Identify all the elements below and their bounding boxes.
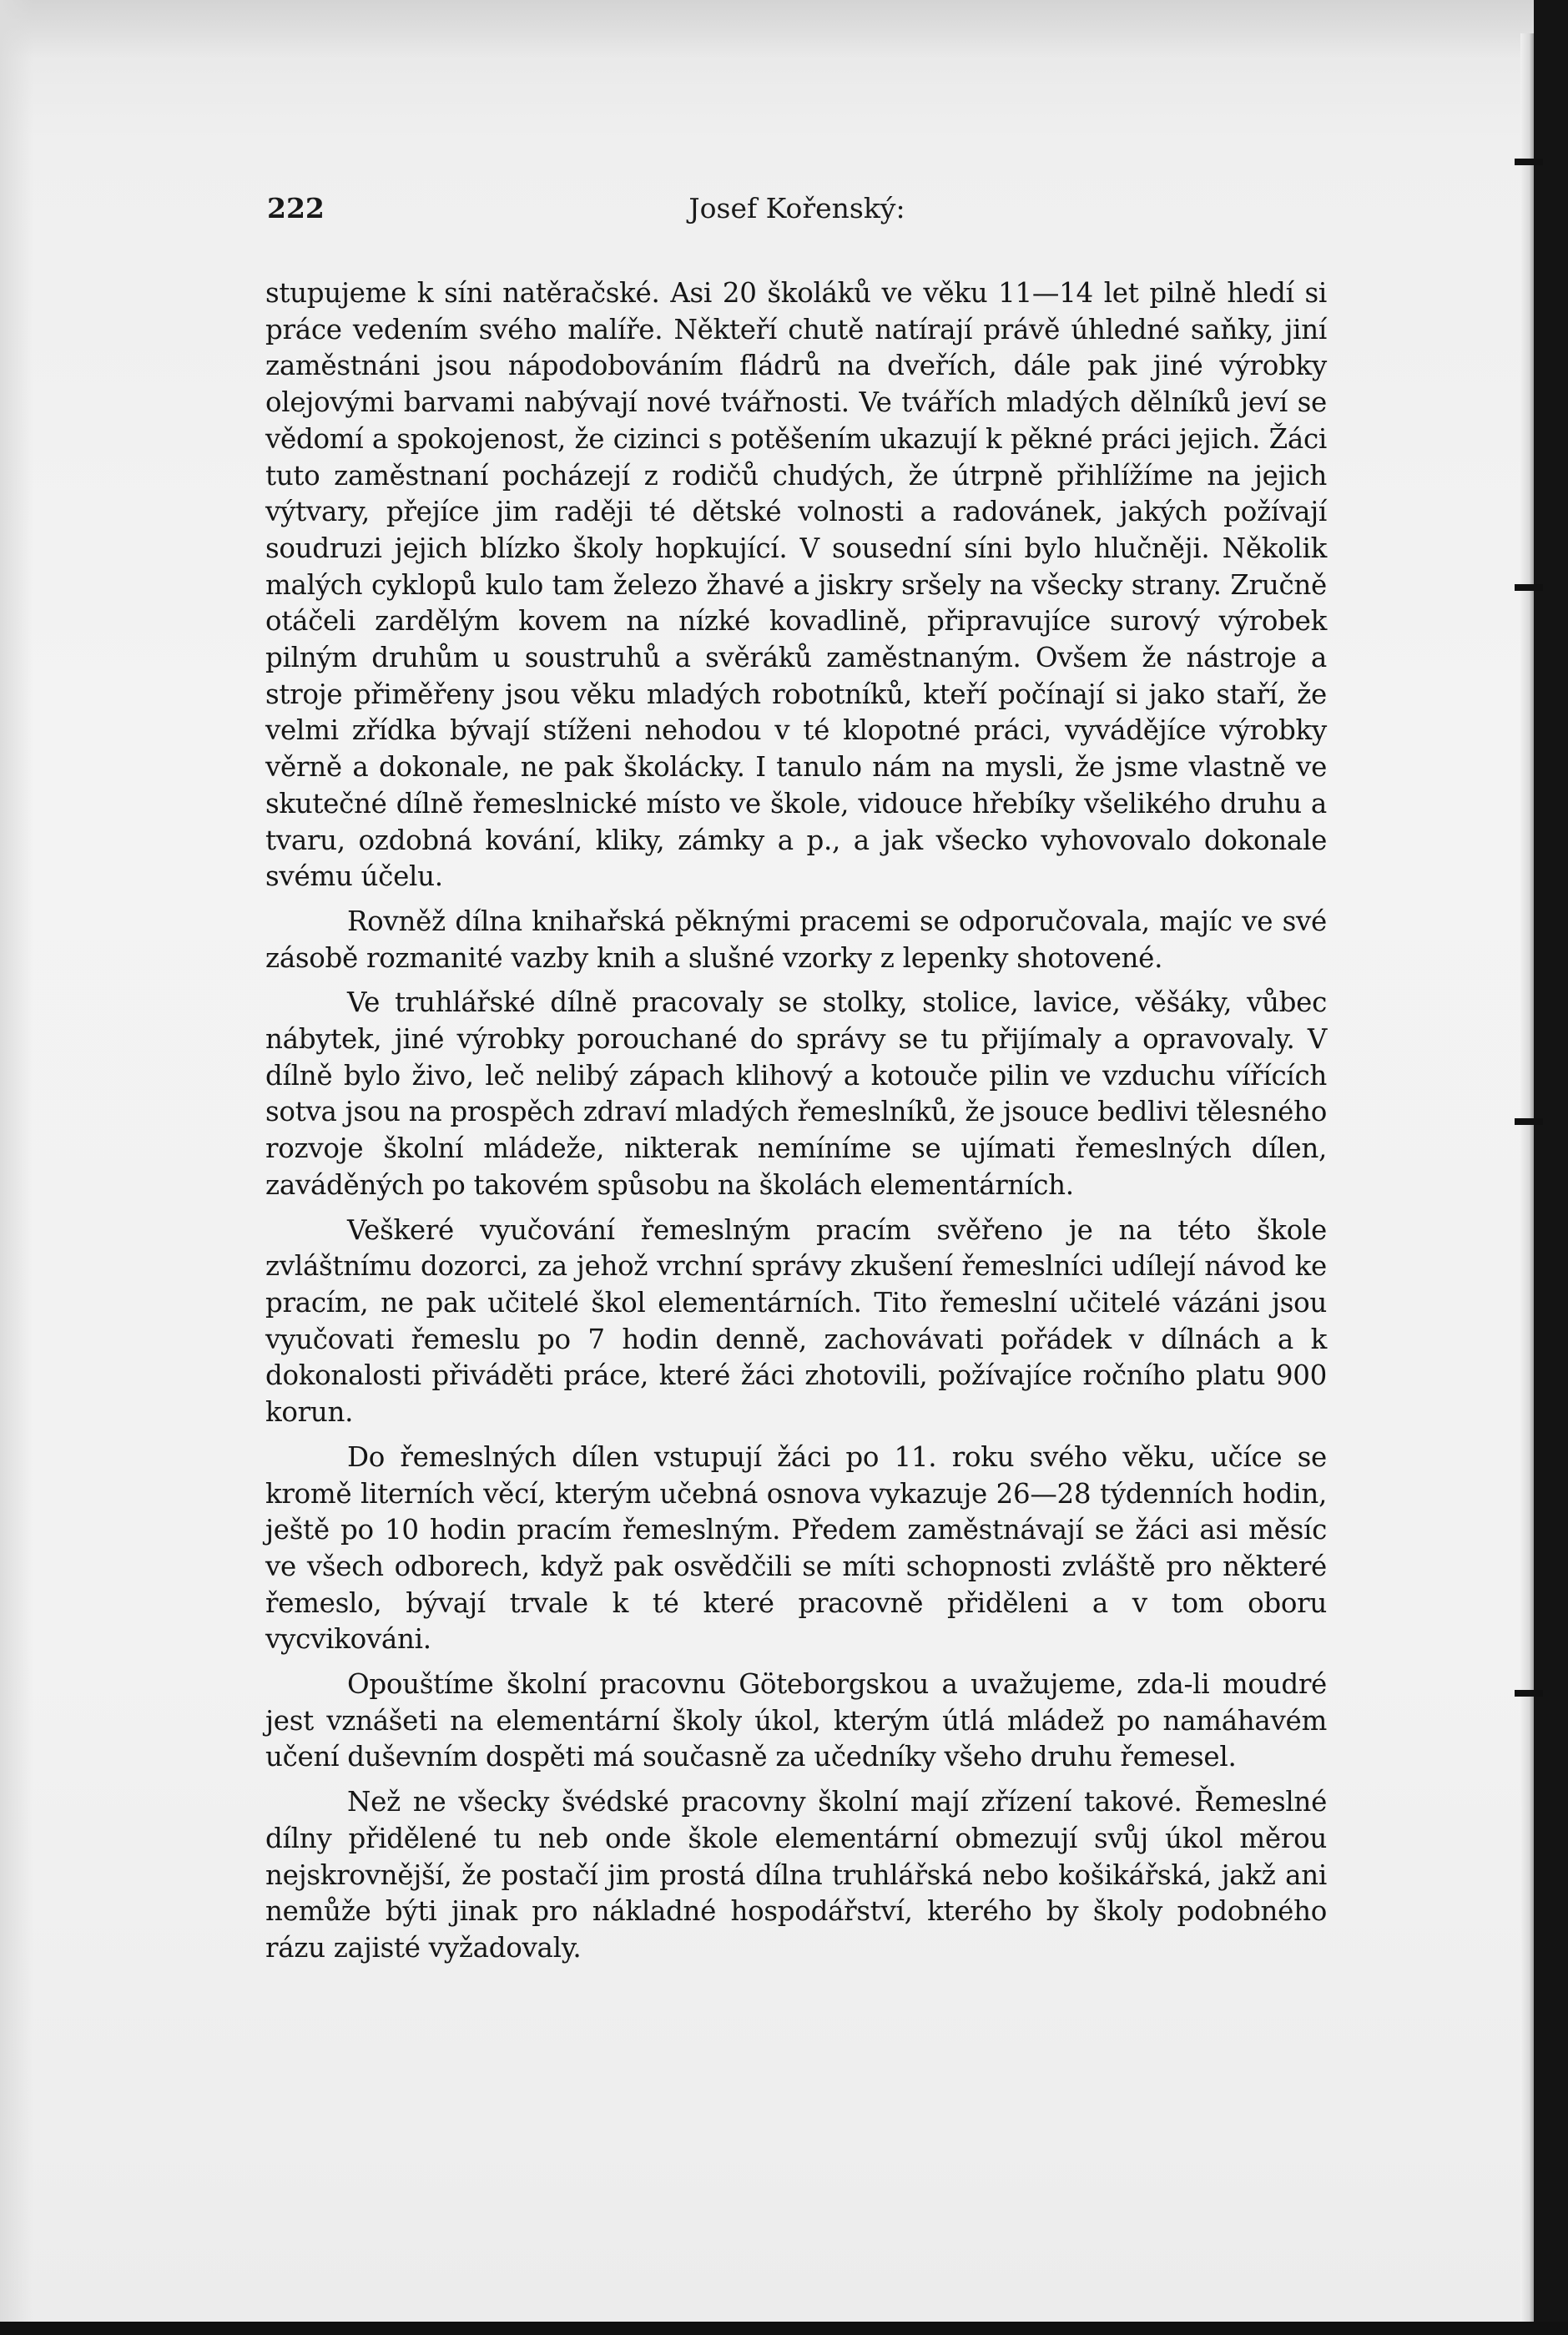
scan-shadow-left xyxy=(0,0,33,2335)
edge-mark xyxy=(1515,159,1543,165)
body-text xyxy=(265,275,1327,1975)
edge-mark xyxy=(1515,584,1543,591)
binding-edge xyxy=(1534,0,1568,2335)
page-number: 222 xyxy=(267,192,325,224)
paragraph: stupujeme k síni natěračské. Asi 20 školáků ve věku 11—14 let pilně hledí si práce vedením svého malíře. Někteří chutě natírají právě úhledné saňky, jiní zaměstnáni jsou nápodobováním fládrů na dveřích, dále pak jiné výrobky olejovými barvami nabývají nové tvářnosti. Ve tvářích mladých dělníků jeví se vědomí a spokojenost, že cizinci s potěšením ukazují k pěkné práci jejich. Žáci tuto zaměstnaní pocházejí z rodičů chudých, že útrpně přihlížíme na jejich výtvary, přejíce jim raději té dětské volnosti a radovánek, jakých požívají soudruzi jejich blízko školy hopkující. V sousední síni bylo hlučněji. Několik malých cyklopů kulo tam železo žhavé a jiskry sršely na všecky strany. Zručně otáčeli zardělým kovem na nízké kovadlině, připravujíce surový výrobek pilným druhům u soustruhů a svěráků zaměstnaným. Ovšem že nástroje a stroje přiměřeny jsou věku mladých robotníků, kteří počínají si jako staří, že velmi zřídka bývají stíženi nehodou v té klopotné práci, vyvádějíce výrobky věrně a dokonale, ne pak školácky. I tanulo nám na mysli, že jsme vlastně ve skutečné dílně řemeslnické místo ve škole, vidouce hřebíky všelikého druhu a tvaru, ozdobná kování, kliky, zámky a p., a jak všecko vyhovovalo dokonale svému účelu. xyxy=(265,277,1327,893)
edge-mark xyxy=(1515,1118,1543,1125)
page-header xyxy=(267,192,1327,232)
paragraph: Do řemeslných dílen vstupují žáci po 11. roku svého věku, učíce se kromě literních věcí, kterým učebná osnova vykazuje 26—28 týdenních hodin, ještě po 10 hodin pracím řemeslným. Předem zaměstnávají se žáci asi měsíc ve všech odborech, když pak osvědčili se míti schopnosti zvláště pro některé řemeslo, bývají trvale k té které pracovně přiděleni a v tom oboru vycvikováni. xyxy=(265,1440,1327,1656)
scan-shadow-top xyxy=(0,0,1568,58)
paragraph: Opouštíme školní pracovnu Göteborgskou a uvažujeme, zda-li moudré jest vznášeti na elementární školy úkol, kterým útlá mládež po namáhavém učení duševním dospěti má současně za učedníky všeho druhu řemesel. xyxy=(265,1668,1327,1773)
paragraph: Rovněž dílna knihařská pěknými pracemi se odporučovala, majíc ve své zásobě rozmanité vazby knih a slušné vzorky z lepenky shotovené. xyxy=(265,905,1327,974)
bottom-edge xyxy=(0,2322,1568,2335)
paragraph: Ve truhlářské dílně pracovaly se stolky, stolice, lavice, věšáky, vůbec nábytek, jiné výrobky porouchané do správy se tu přijímaly a opravovaly. V dílně bylo živo, leč nelibý zápach klihový a kotouče pilin ve vzduchu vířících sotva jsou na prospěch zdraví mladých řemeslníků, že jsouce bedlivi tělesného rozvoje školní mládeže, nikterak nemíníme se ujímati řemeslných dílen, zaváděných po takovém spůsobu na školách elementárních. xyxy=(265,986,1327,1201)
edge-mark xyxy=(1515,1690,1543,1697)
paragraph: Veškeré vyučování řemeslným pracím svěřeno je na této škole zvláštnímu dozorci, za jehož vrchní správy zkušení řemeslníci udílejí návod ke pracím, ne pak učitelé škol elementárních. Tito řemeslní učitelé vázáni jsou vyučovati řemeslu po 7 hodin denně, zachovávati pořádek v dílnách a k dokonalosti přiváděti práce, které žáci zhotovili, požívajíce ročního platu 900 korun. xyxy=(265,1213,1327,1429)
running-title: Josef Kořenský: xyxy=(688,192,905,224)
paragraph: Než ne všecky švédské pracovny školní mají zřízení takové. Řemeslné dílny přidělené tu neb onde škole elementární obmezují svůj úkol měrou nejskrovnější, že postačí jim prostá dílna truhlářská nebo košikářská, jakž ani nemůže býti jinak pro nákladné hospodářství, kterého by školy podobného rázu zajisté vyžadovaly. xyxy=(265,1786,1327,1964)
